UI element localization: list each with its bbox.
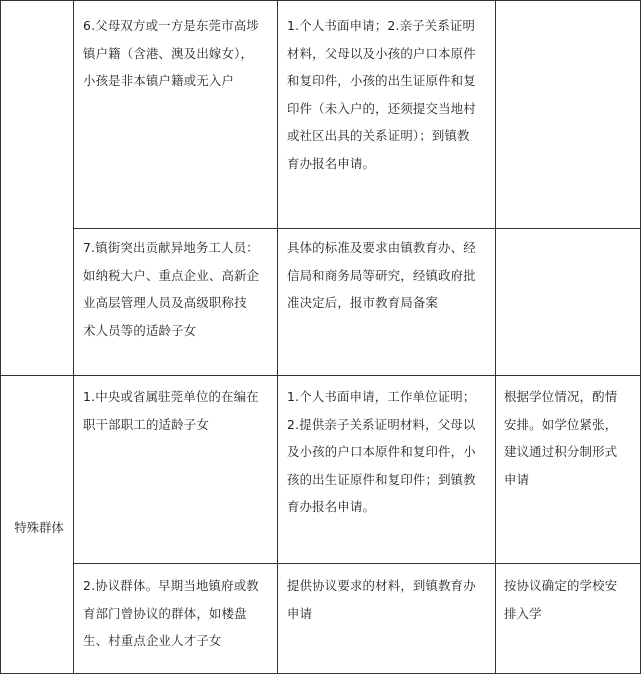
text-line: 2.协议群体。早期当地镇府或教 xyxy=(83,578,259,593)
text-line: 镇户籍（含港、澳及出嫁女）， xyxy=(83,45,254,61)
row2-materials-cell xyxy=(287,234,493,317)
text-line: 6.父母双方或一方是东莞市高埗 xyxy=(83,18,259,33)
table-border-top xyxy=(0,0,641,1)
row3-materials-cell xyxy=(287,383,493,521)
category-label: 特殊群体 xyxy=(14,520,64,535)
text-line: 1.个人书面申请，工作单位证明； xyxy=(287,389,476,404)
text-line: 排入学 xyxy=(504,605,542,621)
text-line: 和复印件，小孩的出生证原件和复 xyxy=(287,73,476,89)
text-line: 或社区出具的关系证明）；到镇教 xyxy=(287,128,470,144)
text-line: 材料，父母以及小孩的户口本原件 xyxy=(287,45,476,61)
row1-materials-cell xyxy=(287,12,493,178)
row4-arrangement-cell xyxy=(504,572,638,627)
text-line: 申请 xyxy=(287,605,313,621)
text-line: 及小孩的户口本原件和复印件，小 xyxy=(287,444,476,460)
row-divider-3 xyxy=(73,563,641,564)
text-line: 信局和商务局等研究，经镇政府批 xyxy=(287,267,476,283)
row4-condition-cell xyxy=(83,572,275,655)
row2-condition-cell xyxy=(83,234,275,344)
row-divider-2 xyxy=(0,375,641,376)
row4-materials-cell xyxy=(287,572,493,627)
text-line: 育办报名申请。 xyxy=(287,155,376,171)
text-line: 提供协议要求的材料，到镇教育办 xyxy=(287,578,476,593)
text-line: 术人员等的适龄子女 xyxy=(83,322,197,338)
text-line: 职干部职工的适龄子女 xyxy=(83,416,209,432)
row3-condition-cell xyxy=(83,383,275,438)
text-line: 安排。如学位紧张， xyxy=(504,416,618,432)
text-line: 建议通过积分制形式 xyxy=(504,444,618,460)
table-border-left xyxy=(0,0,1,674)
text-line: 育部门曾协议的群体，如楼盘 xyxy=(83,605,247,621)
text-line: 小孩是非本镇户籍或无入户 xyxy=(83,73,235,89)
text-line: 1.个人书面申请；2.亲子关系证明 xyxy=(287,18,476,33)
text-line: 1.中央或省属驻莞单位的在编在 xyxy=(83,389,259,404)
table-border-col3 xyxy=(495,0,496,674)
row-divider-1 xyxy=(73,228,641,229)
text-line: 具体的标准及要求由镇教育办、经 xyxy=(287,240,476,255)
text-line: 如纳税大户、重点企业、高新企 xyxy=(83,267,260,283)
table-border-col1 xyxy=(73,0,74,674)
text-line: 申请 xyxy=(504,471,530,487)
text-line: 准决定后，报市教育局备案 xyxy=(287,295,439,311)
text-line: 生、村重点企业人才子女 xyxy=(83,633,222,649)
text-line: 按协议确定的学校安 xyxy=(504,578,618,593)
row1-condition-cell xyxy=(83,12,275,95)
text-line: 2.提供亲子关系证明材料，父母以 xyxy=(287,416,476,432)
text-line: 业高层管理人员及高级职称技 xyxy=(83,295,247,311)
text-line: 孩的出生证原件和复印件；到镇教 xyxy=(287,471,476,487)
text-line: 根据学位情况，酌情 xyxy=(504,389,618,404)
text-line: 7.镇街突出贡献异地务工人员： xyxy=(83,240,259,255)
text-line: 育办报名申请。 xyxy=(287,499,376,515)
row3-arrangement-cell xyxy=(504,383,638,493)
text-line: 印件（未入户的，还须提交当地村 xyxy=(287,100,476,116)
table-border-col2 xyxy=(277,0,278,674)
